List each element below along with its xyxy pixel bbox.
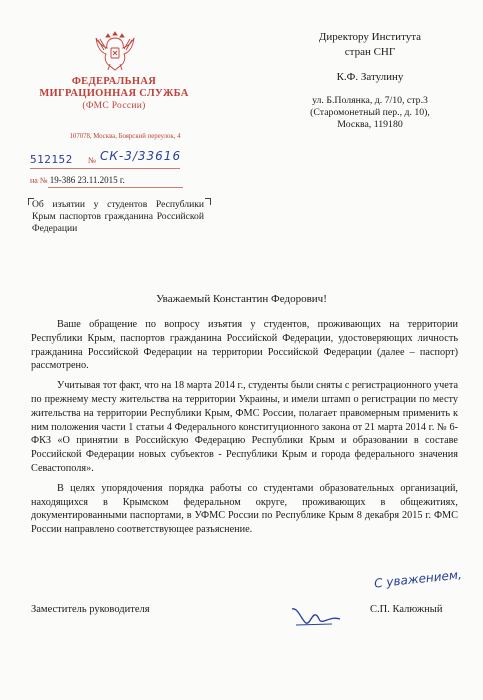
reference-number: 19-386 23.11.2015 г. xyxy=(49,175,125,185)
signatory-name: С.П. Калюжный xyxy=(370,604,443,615)
addressee-title-line1: Директору Института xyxy=(318,31,422,43)
handwritten-signature-icon xyxy=(288,601,344,629)
agency-name-line2: МИГРАЦИОННАЯ СЛУЖБА xyxy=(39,88,189,99)
handwritten-closing: С уважением, xyxy=(373,567,463,591)
agency-address: 107078, Москва, Боярский переулок, 4 xyxy=(69,133,181,140)
outgoing-code: СК-3/33616 xyxy=(100,149,182,163)
addressee-title-line2: стран СНГ xyxy=(344,46,396,58)
signatory-role: Заместитель руководителя xyxy=(31,604,150,615)
body-paragraph-1: Ваше обращение по вопросу изъятия у студентов, проживающих на территории Республики Крым, паспортов гражданина Российской Федерации, удостоверяющих личность гражданина Российской Федерации на территории Российской Федерации (далее – паспорт) рассмотрено. xyxy=(31,319,458,372)
number-label: № xyxy=(88,155,97,165)
reference-line xyxy=(30,175,125,185)
agency-short-name: (ФМС России) xyxy=(82,101,146,111)
number-underline xyxy=(30,168,180,169)
body-paragraph-2: Учитывая тот факт, что на 18 марта 2014 г., студенты были сняты с регистрационного учета по прежнему месту жительства на территории Украины, и имели штамп о регистрации по месту жительства на территории Республики Крым, ФМС России, полагает правомерным применить к ним положения части 1 статьи 4 Федерального конституционного закона от 21 марта 2014 г. № 6-ФКЗ «О принятии в Российскую Федерацию Республики Крым и образовании в составе Российской Федерации новых субъектов - Республики Крым и города федерального значения Севастополя». xyxy=(31,380,458,474)
reference-prefix: на № xyxy=(30,176,48,185)
addressee-address-line1: ул. Б.Полянка, д. 7/10, стр.3 xyxy=(312,95,428,106)
addressee-block xyxy=(280,30,460,131)
subject-bracket-right xyxy=(205,198,211,205)
addressee-address-line2: (Старомонетный пер., д. 10), xyxy=(310,107,430,118)
agency-name xyxy=(30,76,198,112)
letter-body xyxy=(31,318,458,543)
salutation: Уважаемый Константин Федорович! xyxy=(156,293,327,305)
reference-underline xyxy=(48,187,183,188)
body-paragraph-3: В целях упорядочения порядка работы со студентами образовательных организаций, находящихся в Крымском федеральном округе, проживающих в общежитиях, документированными паспортами, в УФМС России по Республике Крым 8 декабря 2015 г. ФМС России направлено соответствующее разъяснение. xyxy=(31,482,458,536)
coat-of-arms-icon xyxy=(94,28,136,72)
outgoing-number: 512152 xyxy=(30,153,73,166)
agency-name-line1: ФЕДЕРАЛЬНАЯ xyxy=(71,76,157,87)
addressee-address-line3: Москва, 119180 xyxy=(337,119,403,130)
addressee-name: К.Ф. Затулину xyxy=(336,71,404,83)
letter-subject: Об изъятии у студентов Республики Крым паспортов гражданина Российской Федерации xyxy=(32,199,204,234)
